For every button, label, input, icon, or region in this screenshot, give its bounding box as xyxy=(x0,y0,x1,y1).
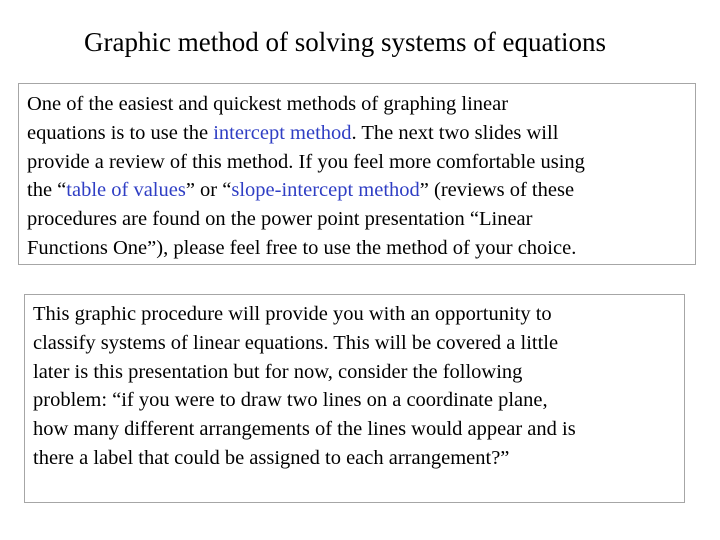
intro-line-4 xyxy=(27,176,695,205)
table-of-values-link[interactable]: table of values xyxy=(66,179,186,202)
intro-line-2 xyxy=(27,119,695,148)
intro-line-4-text-middle: ” or “ xyxy=(185,179,232,202)
intro-line-5: procedures are found on the power point presentation “Linear xyxy=(27,208,533,231)
procedure-line-4: problem: “if you were to draw two lines on a coordinate plane, xyxy=(33,389,548,412)
intro-line-2-text-start: equations is to use the xyxy=(27,121,214,144)
procedure-line-5: how many different arrangements of the lines would appear and is xyxy=(33,418,576,441)
slide-title: Graphic method of solving systems of equations xyxy=(84,27,606,57)
intercept-method-link[interactable]: intercept method xyxy=(213,121,352,144)
procedure-text-box xyxy=(24,294,685,503)
intro-line-3: provide a review of this method. If you feel more comfortable using xyxy=(27,150,585,173)
intro-line-6: Functions One”), please feel free to use the method of your choice. xyxy=(27,236,577,259)
intro-line-1: One of the easiest and quickest methods of graphing linear xyxy=(27,93,509,115)
intro-text-box xyxy=(18,83,696,265)
intro-line-2-text-end: . The next two slides will xyxy=(351,121,559,144)
intro-line-4-text-end: ” (reviews of these xyxy=(419,179,575,202)
procedure-line-2: classify systems of linear equations. This will be covered a little xyxy=(33,331,559,354)
procedure-line-3: later is this presentation but for now, consider the following xyxy=(33,360,523,383)
procedure-line-1: This graphic procedure will provide you with an opportunity to xyxy=(33,303,552,325)
intro-line-4-text-start: the “ xyxy=(27,179,67,202)
slope-intercept-method-link[interactable]: slope-intercept method xyxy=(231,179,420,202)
procedure-line-6: there a label that could be assigned to each arrangement?” xyxy=(33,446,510,469)
